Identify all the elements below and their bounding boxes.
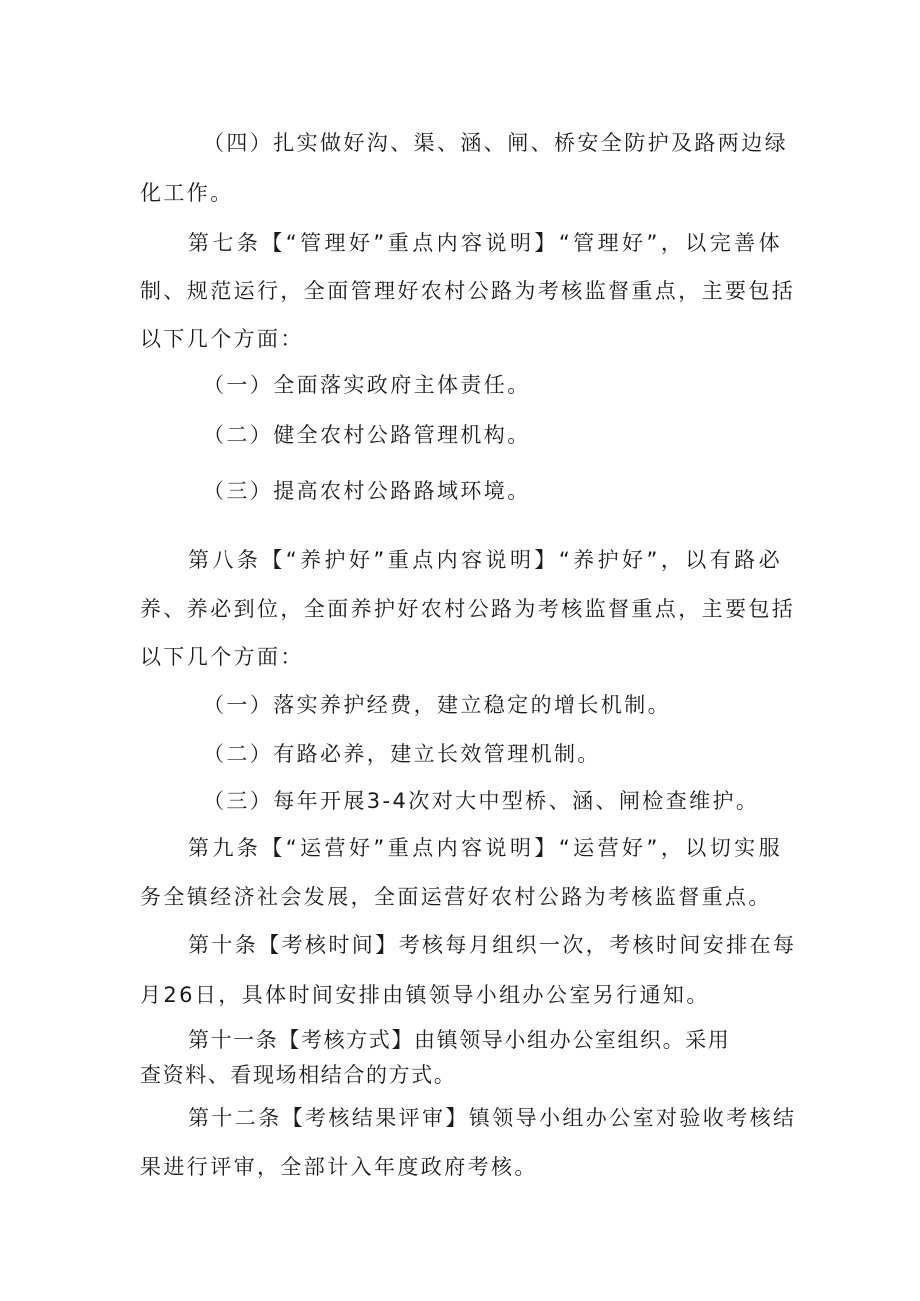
paragraph-line: 以下几个方面： xyxy=(140,645,304,669)
article-12-heading-line: 第十二条【考核结果评审】镇领导小组办公室对验收考核结 xyxy=(188,1106,797,1130)
list-item: （二）有路必养，建立长效管理机制。 xyxy=(203,742,601,766)
article-9-heading-line: 第九条【“运营好”重点内容说明】“运营好”，以切实服 xyxy=(188,836,782,860)
list-item: （三）提高农村公路路域环境。 xyxy=(203,479,531,503)
paragraph-line: 养、养必到位，全面养护好农村公路为考核监督重点，主要包括 xyxy=(140,597,796,621)
list-item: （二）健全农村公路管理机构。 xyxy=(203,423,531,447)
list-item: （一）落实养护经费，建立稳定的增长机制。 xyxy=(203,693,671,717)
paragraph-line: 务全镇经济社会发展，全面运营好农村公路为考核监督重点。 xyxy=(140,885,772,909)
paragraph-line: 查资料、看现场相结合的方式。 xyxy=(140,1063,457,1087)
paragraph-line: （四）扎实做好沟、渠、涵、闸、桥安全防护及路两边绿 xyxy=(203,131,788,155)
paragraph-line: 以下几个方面： xyxy=(140,327,304,351)
list-item: （三）每年开展3-4次对大中型桥、涵、闸检查维护。 xyxy=(203,789,760,813)
paragraph-line: 制、规范运行，全面管理好农村公路为考核监督重点，主要包括 xyxy=(140,279,796,303)
paragraph-line: 月26日，具体时间安排由镇领导小组办公室另行通知。 xyxy=(140,983,710,1007)
list-item: （一）全面落实政府主体责任。 xyxy=(203,373,531,397)
article-7-heading-line: 第七条【“管理好”重点内容说明】“管理好”，以完善体 xyxy=(188,231,782,255)
article-11-heading-line: 第十一条【考核方式】由镇领导小组办公室组织。采用 xyxy=(188,1028,731,1052)
article-10-heading-line: 第十条【考核时间】考核每月组织一次，考核时间安排在每 xyxy=(188,933,797,957)
article-8-heading-line: 第八条【“养护好”重点内容说明】“养护好”，以有路必 xyxy=(188,548,782,572)
paragraph-line: 化工作。 xyxy=(140,181,234,205)
paragraph-line: 果进行评审，全部计入年度政府考核。 xyxy=(140,1155,538,1179)
